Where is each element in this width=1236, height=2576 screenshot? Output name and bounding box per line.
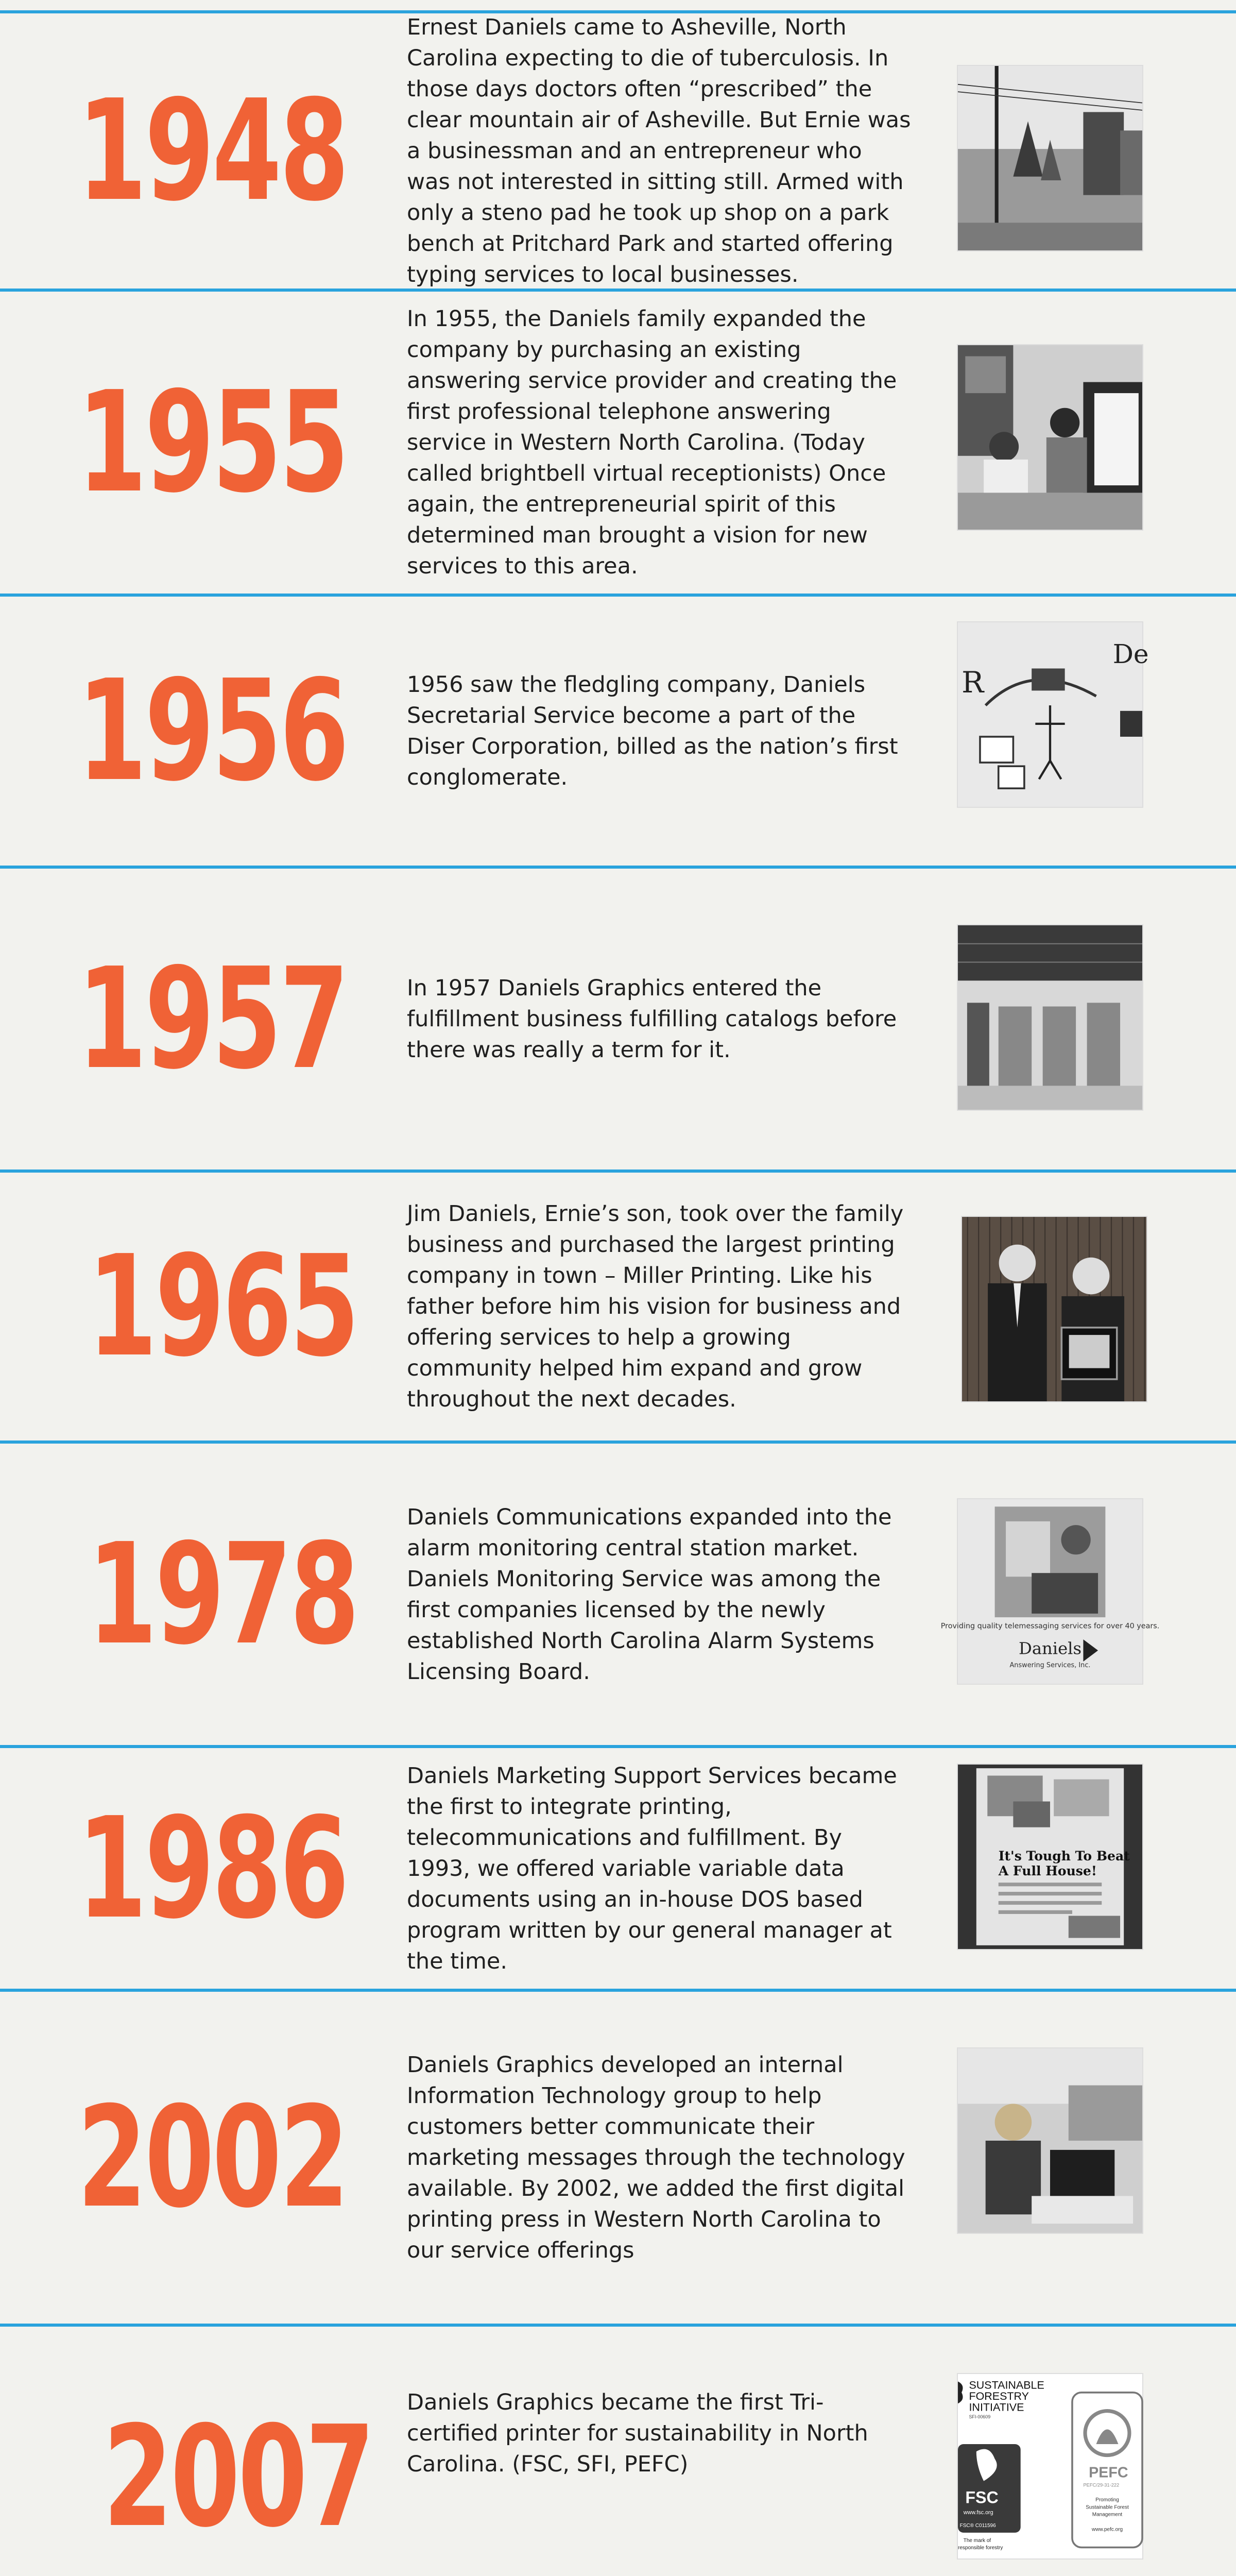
photo-jim-daniels	[961, 1216, 1147, 1402]
entry-description	[407, 1992, 912, 2324]
ad-brand: Daniels	[1018, 1638, 1082, 1658]
year-heading: 1955	[77, 361, 347, 523]
entry-text: Daniels Communications expanded into the alarm monitoring central station market. Daniels Monitoring Service was among the first companies licensed by the newly established North Carolina Alarm Systems Licensing Board.	[407, 1504, 892, 1685]
pefc-sub: PEFC/29-31-222	[1083, 2482, 1120, 2488]
entry-text: Jim Daniels, Ernie’s son, took over the family business and purchased the largest printing company in town – Miller Printing. Like his father before him his vision for business and offering services to help a growing community helped him expand and grow throughout the next decades.	[407, 1201, 904, 1412]
year-heading: 1965	[88, 1225, 357, 1387]
year-heading: 1948	[77, 70, 347, 232]
entry-description	[407, 869, 912, 1170]
timeline-entry-1955	[0, 292, 1236, 594]
year-heading: 1956	[77, 650, 347, 812]
year-heading: 1957	[77, 938, 347, 1100]
entry-text: Daniels Graphics became the first Tri-certified printer for sustainability in North Carolina. (FSC, SFI, PEFC)	[407, 2389, 868, 2477]
entry-text: 1956 saw the fledgling company, Daniels Secretarial Service become a part of the Diser Corporation, billed as the nation’s first conglomerate.	[407, 672, 898, 790]
pefc-line-3: Management	[1092, 2512, 1123, 2518]
photo-fulfillment-warehouse	[957, 924, 1143, 1111]
pefc-line-2: Sustainable Forest	[1086, 2504, 1129, 2511]
year-heading: 2007	[103, 2396, 373, 2558]
entry-text: Ernest Daniels came to Asheville, North Carolina expecting to die of tuberculosis. In those days doctors often “prescribed” the clear mountain air of Asheville. But Ernie was a businessman and an entrepreneur who was not interested in sitting still. Armed with only a steno pad he took up shop on a park bench at Pritchard Park and started offering typing services to local businesses.	[407, 14, 911, 287]
photo-letter-left: R	[962, 665, 984, 700]
flyer-headline-1: It's Tough To Beat	[998, 1848, 1130, 1864]
year-heading: 1978	[88, 1513, 357, 1675]
photo-daniels-ad	[940, 1498, 1160, 1685]
fsc-code: FSC® C011596	[959, 2523, 996, 2529]
timeline-entry-1948	[0, 13, 1236, 289]
pefc-text: PEFC	[1089, 2464, 1128, 2481]
entry-description	[407, 1173, 912, 1440]
sfi-text-2: FORESTRY	[969, 2390, 1029, 2403]
ad-caption: Providing quality telemessaging services for over 40 years.	[940, 1622, 1160, 1631]
pefc-url: www.pefc.org	[1091, 2527, 1123, 2533]
fsc-text: FSC	[965, 2488, 999, 2507]
timeline-entry-1986	[0, 1748, 1236, 1989]
photo-asheville-street	[957, 65, 1143, 251]
pefc-line-1: Promoting	[1095, 2497, 1119, 2503]
ad-brand-sub: Answering Services, Inc.	[1009, 1661, 1091, 1669]
timeline-entry-1965	[0, 1173, 1236, 1440]
year-heading: 1986	[77, 1787, 347, 1950]
entry-description	[407, 292, 912, 594]
timeline-entry-1978	[0, 1444, 1236, 1745]
photo-answering-service	[957, 344, 1143, 531]
entry-description	[407, 13, 912, 289]
certification-logos	[957, 2373, 1143, 2560]
fsc-mark-1: The mark of	[963, 2537, 991, 2544]
fsc-mark-2: responsible forestry	[958, 2545, 1003, 2551]
timeline-entry-1957	[0, 869, 1236, 1170]
entry-description	[407, 1748, 912, 1989]
timeline-entry-2002	[0, 1992, 1236, 2324]
entry-description	[407, 597, 912, 866]
photo-diser-corporation-map	[957, 621, 1149, 808]
fsc-url: www.fsc.org	[963, 2510, 993, 2516]
flyer-headline-2: A Full House!	[998, 1862, 1097, 1878]
photo-digital-press	[957, 2047, 1143, 2234]
photo-full-house-flyer	[957, 1764, 1143, 1950]
year-heading: 2002	[77, 2076, 347, 2239]
entry-text: In 1955, the Daniels family expanded the company by purchasing an existing answering service provider and creating the first professional telephone answering service in Western North Carolina. (Today called brightbell virtual receptionists) Once again, the entrepreneurial spirit of this determined man brought a vision for new services to this area.	[407, 306, 897, 579]
entry-text: Daniels Marketing Support Services became the first to integrate printing, telecommunications and fulfillment. By 1993, we offered variable variable data documents using an in-house DOS based program written by our general manager at the time.	[407, 1762, 897, 1974]
entry-text: In 1957 Daniels Graphics entered the fulfillment business fulfilling catalogs before there was really a term for it.	[407, 975, 897, 1063]
sfi-code: SFI-00609	[969, 2414, 991, 2419]
timeline-entry-2007	[0, 2327, 1236, 2576]
entry-text: Daniels Graphics developed an internal Information Technology group to help customers better communicate their marketing messages through the technology available. By 2002, we added the first digital printing press in Western North Carolina to our service offerings	[407, 2052, 905, 2263]
sfi-text-3: INITIATIVE	[969, 2401, 1024, 2414]
photo-letter-right: De	[1112, 638, 1149, 669]
timeline-entry-1956	[0, 597, 1236, 866]
sfi-text-1: SUSTAINABLE	[969, 2379, 1044, 2392]
entry-description	[407, 1444, 912, 1745]
entry-description	[407, 2327, 912, 2540]
